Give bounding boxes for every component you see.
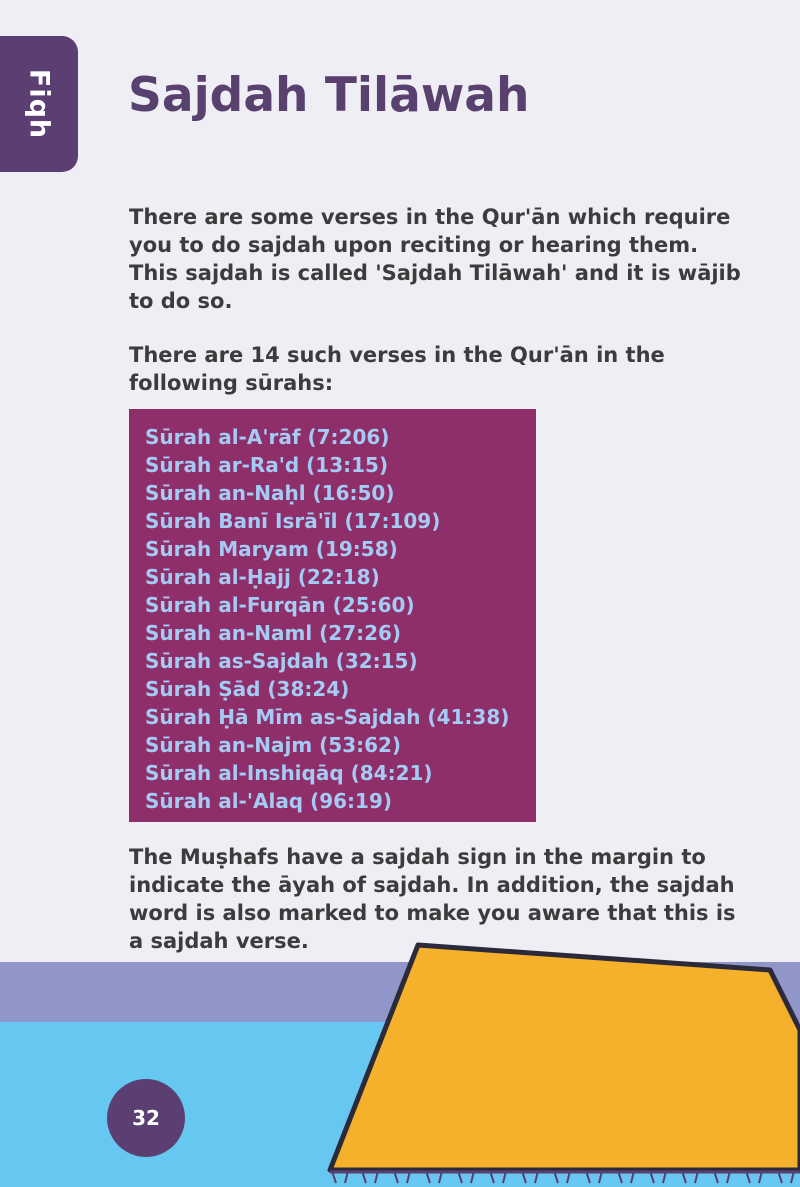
page-number-badge: 32	[107, 1079, 185, 1157]
page-title: Sajdah Tilāwah	[128, 68, 530, 123]
surah-item: Sūrah al-Furqān (25:60)	[145, 593, 415, 617]
surah-item: Sūrah Banī Isrā'īl (17:109)	[145, 509, 441, 533]
surah-item: Sūrah al-Inshiqāq (84:21)	[145, 761, 433, 785]
surah-item: Sūrah as-Sajdah (32:15)	[145, 649, 418, 673]
intro-paragraph: There are some verses in the Qur'ān which require you to do sajdah upon reciting or hearing them. This sajdah is called 'Sajdah Tilāwah' and it is wājib to do so.	[129, 205, 741, 313]
surah-item: Sūrah an-Najm (53:62)	[145, 733, 402, 757]
surah-item: Sūrah Ḥā Mīm as-Sajdah (41:38)	[145, 705, 510, 729]
surah-item: Sūrah an-Naml (27:26)	[145, 621, 402, 645]
prayer-mat	[330, 945, 800, 1170]
surah-item: Sūrah an-Naḥl (16:50)	[145, 481, 395, 505]
section-tab-label: Fiqh	[23, 68, 55, 140]
surah-item: Sūrah Maryam (19:58)	[145, 537, 398, 561]
surah-item: Sūrah al-A'rāf (7:206)	[145, 425, 390, 449]
count-paragraph: There are 14 such verses in the Qur'ān in the following sūrahs:	[129, 343, 665, 395]
surah-item: Sūrah Ṣād (38:24)	[145, 677, 350, 701]
surah-item: Sūrah ar-Ra'd (13:15)	[145, 453, 389, 477]
surah-item: Sūrah al-Ḥajj (22:18)	[145, 565, 380, 589]
surah-item: Sūrah al-'Alaq (96:19)	[145, 789, 393, 813]
mushaf-paragraph: The Muṣhafs have a sajdah sign in the margin to indicate the āyah of sajdah. In addition, the sajdah word is also marked to make you aware that this is a sajdah verse.	[129, 845, 736, 953]
